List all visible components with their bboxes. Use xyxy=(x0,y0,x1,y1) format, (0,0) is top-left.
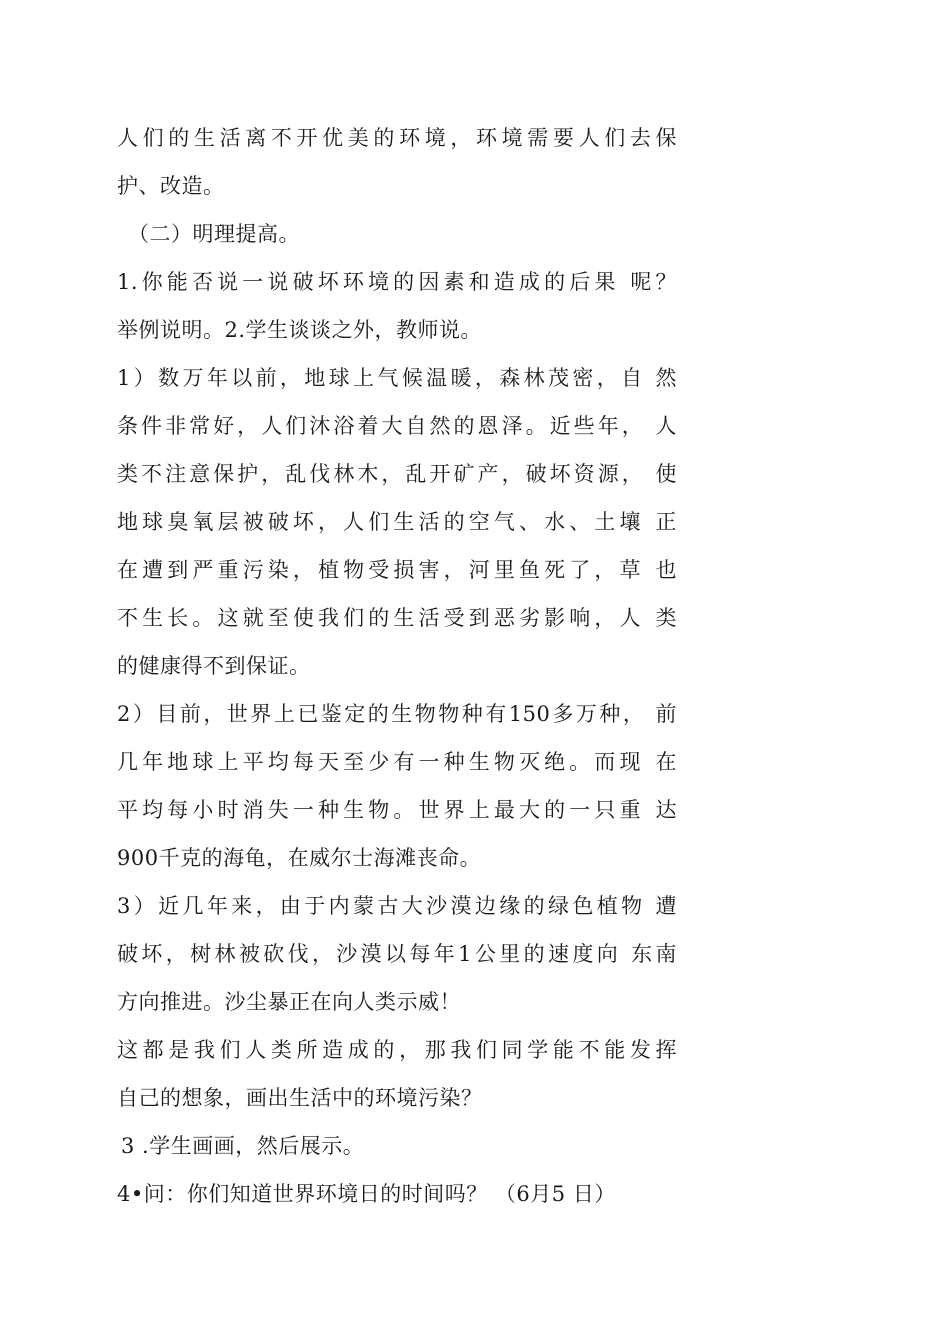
paragraph-line: 2）目前，世界上已鉴定的生物物种有150多万种， 前 xyxy=(117,702,677,726)
paragraph-line: 4•问：你们知道世界环境日的时间吗？ （6月5 日） xyxy=(117,1182,616,1206)
paragraph-line: 在遭到严重污染，植物受损害，河里鱼死了，草 也 xyxy=(117,558,677,582)
section-heading: （二）明理提高。 xyxy=(128,222,300,246)
paragraph-line: 几年地球上平均每天至少有一种生物灭绝。而现 在 xyxy=(117,750,677,774)
paragraph-line: 1）数万年以前，地球上气候温暖，森林茂密，自 然 xyxy=(117,366,677,390)
paragraph-line: 1.你能否说一说破坏环境的因素和造成的后果 呢？ xyxy=(117,270,677,294)
paragraph-line: 平均每小时消失一种生物。世界上最大的一只重 达 xyxy=(117,798,677,822)
paragraph-line: 自己的想象，画出生活中的环境污染？ xyxy=(117,1086,483,1110)
paragraph-line: 3）近几年来，由于内蒙古大沙漠边缘的绿色植物 遭 xyxy=(117,894,677,918)
paragraph-line: 方向推进。沙尘暴正在向人类示威！ xyxy=(117,990,461,1014)
paragraph-line: 的健康得不到保证。 xyxy=(117,654,311,678)
paragraph-line: 3 .学生画画，然后展示。 xyxy=(121,1134,365,1158)
paragraph-line: 条件非常好，人们沐浴着大自然的恩泽。近些年， 人 xyxy=(117,414,677,438)
paragraph-line: 破坏，树林被砍伐，沙漠以每年1公里的速度向 东南 xyxy=(117,942,677,966)
paragraph-line: 人们的生活离不开优美的环境，环境需要人们去保 xyxy=(117,126,677,150)
paragraph-line: 举例说明。2.学生谈谈之外，教师说。 xyxy=(117,318,483,342)
paragraph-line: 护、改造。 xyxy=(117,174,225,198)
paragraph-line: 不生长。这就至使我们的生活受到恶劣影响，人 类 xyxy=(117,606,677,630)
paragraph-line: 这都是我们人类所造成的，那我们同学能不能发挥 xyxy=(117,1038,677,1062)
paragraph-line: 类不注意保护，乱伐林木，乱开矿产，破坏资源， 使 xyxy=(117,462,677,486)
paragraph-line: 900千克的海龟，在威尔士海滩丧命。 xyxy=(117,846,482,870)
paragraph-line: 地球臭氧层被破坏，人们生活的空气、水、土壤 正 xyxy=(117,510,677,534)
